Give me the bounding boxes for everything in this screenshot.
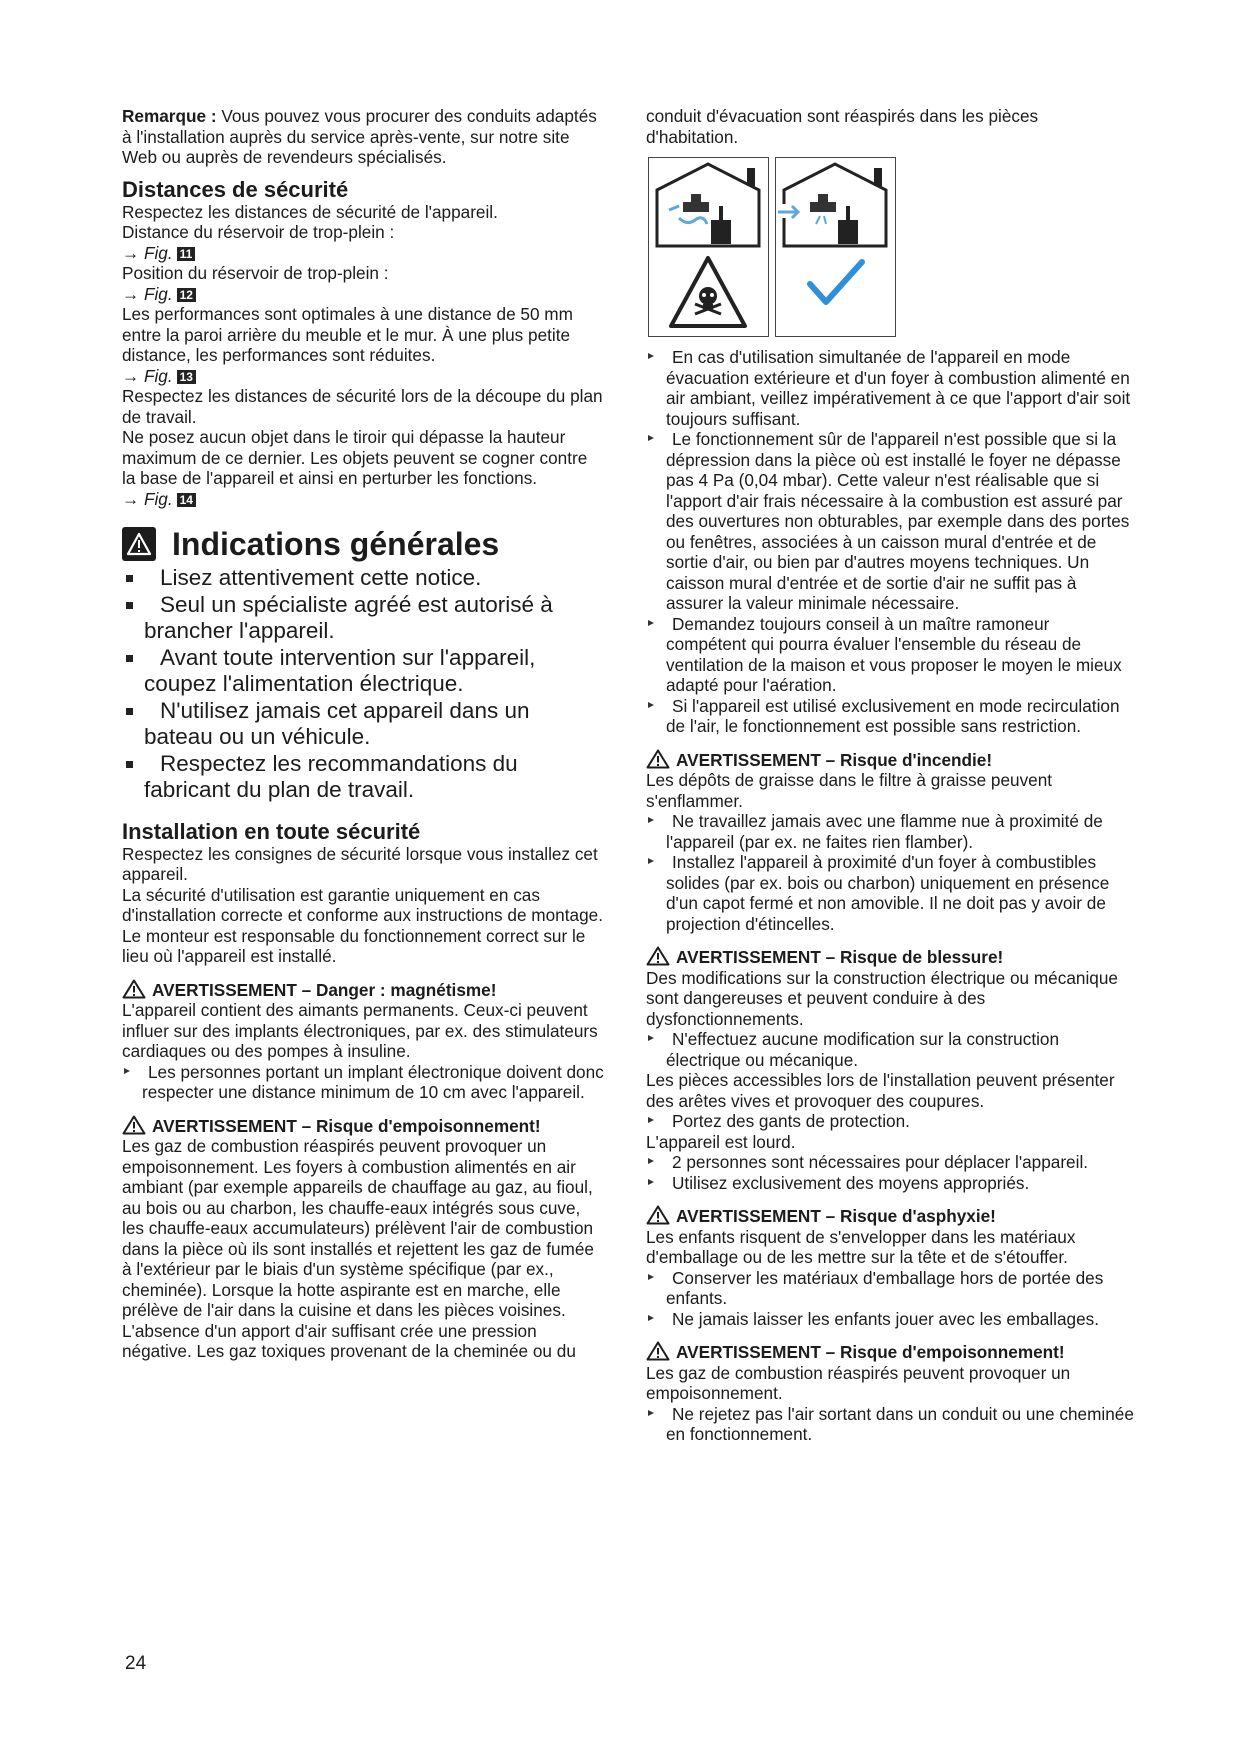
general-list bbox=[122, 565, 604, 804]
warning-poisoning bbox=[122, 1115, 604, 1137]
list-item: Ne travaillez jamais avec une flamme nue à proximité de l'appareil (par ex. ne faites rien flamber). bbox=[646, 811, 1134, 852]
distances-p3: Position du réservoir de trop-plein : bbox=[122, 263, 389, 283]
list-item: Demandez toujours conseil à un maître ramoneur compétent qui pourra évaluer l'ensemble du réseau de ventilation de la maison et vous proposer le moyen le mieux adapté pour l'aération. bbox=[646, 614, 1134, 696]
list-item: Lisez attentivement cette notice. bbox=[122, 565, 604, 592]
warning-title: AVERTISSEMENT – Risque d'asphyxie! bbox=[676, 1206, 996, 1226]
remark-text: Vous pouvez vous procurer des conduits adaptés à l'installation auprès du service après-vente, sur notre site Web ou auprès de revendeurs spécialisés. bbox=[122, 106, 597, 167]
page-number: 24 bbox=[125, 1653, 147, 1674]
warning-text: Les gaz de combustion réaspirés peuvent provoquer un empoisonnement. bbox=[646, 1362, 1071, 1403]
list-item: Respectez les recommandations du fabricant du plan de travail. bbox=[122, 751, 604, 804]
combustion-list bbox=[646, 347, 1134, 737]
list-item: Les personnes portant un implant électronique doivent donc respecter une distance minimum de 10 cm avec l'appareil. bbox=[122, 1062, 604, 1103]
list-item: Le fonctionnement sûr de l'appareil n'est possible que si la dépression dans la pièce où est installé le foyer ne dépasse pas 4 Pa (0,04 mbar). Cette valeur n'est réalisable que si l'apport d'air frais nécessaire à la combustion est assuré par des ouvertures non obturables, par exemple dans des portes ou fenêtres, associées à un caisson mural d'entrée et de sortie d'air, ou bien par d'autres moyens techniques. Un caisson mural d'entrée et de sortie d'air ne suffit pas à assurer la valeur minimale nécessaire. bbox=[646, 429, 1134, 614]
list-item: Ne rejetez pas l'air sortant dans un conduit ou une cheminée en fonctionnement. bbox=[646, 1404, 1134, 1445]
heading-distances: Distances de sécurité bbox=[122, 176, 349, 202]
warning-title: AVERTISSEMENT – Risque d'empoisonnement! bbox=[676, 1342, 1065, 1362]
figure-panel-left bbox=[648, 157, 769, 337]
distances-p5: Respectez les distances de sécurité lors de la découpe du plan de travail. bbox=[122, 386, 603, 427]
warning-asphyxia bbox=[646, 1205, 1134, 1227]
fig-ref-13 bbox=[122, 366, 604, 387]
warning-triangle-icon bbox=[122, 1115, 146, 1135]
fig-label: Fig. bbox=[143, 283, 173, 304]
warning-title: AVERTISSEMENT – Danger : magnétisme! bbox=[152, 979, 497, 1000]
warning-list bbox=[646, 1404, 1134, 1445]
list-item: Utilisez exclusivement des moyens appropriés. bbox=[646, 1173, 1134, 1194]
distances-p6: Ne posez aucun objet dans le tiroir qui dépasse la hauteur maximum de ce dernier. Les objets peuvent se cogner contre la base de l'appareil et ainsi en perturber les fonctions. bbox=[122, 427, 588, 488]
warning-triangle-icon bbox=[646, 1205, 670, 1225]
distances-p2: Distance du réservoir de trop-plein : bbox=[122, 222, 395, 242]
warning-list bbox=[646, 1152, 1134, 1193]
right-column bbox=[646, 106, 1134, 1445]
install-p2: La sécurité d'utilisation est garantie uniquement en cas d'installation correcte et conforme aux instructions de montage. Le monteur est responsable du fonctionnement correct sur le lieu où l'appareil est installé. bbox=[122, 884, 603, 966]
list-item: Conserver les matériaux d'emballage hors de portée des enfants. bbox=[646, 1268, 1134, 1309]
warning-magnetism bbox=[122, 979, 604, 1001]
fig-arrow: → bbox=[122, 283, 144, 304]
list-item: N'effectuez aucune modification sur la construction électrique ou mécanique. bbox=[646, 1029, 1134, 1070]
heading-install: Installation en toute sécurité bbox=[122, 818, 421, 844]
heading-general-text: Indications générales bbox=[172, 526, 500, 562]
warning-triangle-icon bbox=[122, 979, 146, 999]
warning-injury bbox=[646, 946, 1134, 968]
remark-label: Remarque : bbox=[122, 106, 217, 126]
list-item: Ne jamais laisser les enfants jouer avec les emballages. bbox=[646, 1309, 1134, 1330]
fig-arrow: → bbox=[122, 365, 144, 386]
list-item: Avant toute intervention sur l'appareil, coupez l'alimentation électrique. bbox=[122, 645, 604, 698]
fig-label: Fig. bbox=[143, 488, 173, 509]
figure-panel-right bbox=[775, 157, 896, 337]
ventilation-figure bbox=[648, 157, 896, 337]
heading-general bbox=[122, 525, 604, 563]
warning-fire bbox=[646, 749, 1134, 771]
warning-triangle-icon bbox=[646, 1341, 670, 1361]
warning-title: AVERTISSEMENT – Risque de blessure! bbox=[676, 947, 1004, 967]
remark bbox=[122, 106, 604, 168]
continuation-text: conduit d'évacuation sont réaspirés dans les pièces d'habitation. bbox=[646, 106, 1039, 147]
warning-list bbox=[122, 1062, 604, 1103]
fig-number-badge: 11 bbox=[177, 247, 196, 261]
warning-text: Des modifications sur la construction électrique ou mécanique sont dangereuses et peuvent conduire à des dysfonctionnements. bbox=[646, 967, 1118, 1029]
fig-label: Fig. bbox=[143, 365, 173, 386]
list-item: Seul un spécialiste agréé est autorisé à brancher l'appareil. bbox=[122, 592, 604, 645]
warning-title: AVERTISSEMENT – Risque d'incendie! bbox=[676, 749, 993, 770]
warning-list bbox=[646, 811, 1134, 934]
warning-text: Les pièces accessibles lors de l'installation peuvent présenter des arêtes vives et provoquer des coupures. bbox=[646, 1070, 1115, 1111]
fig-ref-11 bbox=[122, 243, 604, 264]
warning-list bbox=[646, 1029, 1134, 1070]
fig-number-badge: 13 bbox=[177, 370, 196, 384]
list-item: En cas d'utilisation simultanée de l'appareil en mode évacuation extérieure et d'un foyer à combustion alimenté en air ambiant, veillez impérativement à ce que l'apport d'air soit toujours suffisant. bbox=[646, 347, 1134, 429]
list-item: Portez des gants de protection. bbox=[646, 1111, 1134, 1132]
list-item: Installez l'appareil à proximité d'un foyer à combustibles solides (par ex. bois ou charbon) uniquement en présence d'un capot fermé et non amovible. Il ne doit pas y avoir de projection d'étincelles. bbox=[646, 852, 1134, 934]
warning-text: Les dépôts de graisse dans le filtre à graisse peuvent s'enflammer. bbox=[646, 770, 1053, 811]
warning-title: AVERTISSEMENT – Risque d'empoisonnement! bbox=[152, 1115, 541, 1136]
distances-p4: Les performances sont optimales à une distance de 50 mm entre la paroi arrière du meuble et le mur. À une plus petite distance, les performances sont réduites. bbox=[122, 304, 573, 365]
warning-list bbox=[646, 1268, 1134, 1330]
fig-ref-12 bbox=[122, 284, 604, 305]
distances-p1: Respectez les distances de sécurité de l'appareil. bbox=[122, 201, 498, 222]
fig-arrow: → bbox=[122, 488, 144, 509]
house-exhaust-danger-icon bbox=[649, 158, 768, 336]
house-exhaust-ok-icon bbox=[776, 158, 895, 336]
list-item: 2 personnes sont nécessaires pour déplacer l'appareil. bbox=[646, 1152, 1134, 1173]
fig-label: Fig. bbox=[143, 242, 173, 263]
warning-triangle-icon bbox=[646, 946, 670, 966]
warning-list bbox=[646, 1111, 1134, 1132]
warning-text: Les gaz de combustion réaspirés peuvent provoquer un empoisonnement. Les foyers à combustion alimentés en air ambiant (par exemple appareils de chauffage au gaz, au fioul, au bois ou au charbon, les chauffe-eaux intégrés sous cuve, les chauffe-eaux accumulateurs) prélèvent l'air de combustion dans la pièce où ils sont installés et rejettent les gaz de fumée à l'extérieur par le biais d'un système spécifique (par ex., cheminée). Lorsque la hotte aspirante est en marche, elle prélève de l'air dans la cuisine et dans les pièces voisines. L'absence d'un apport d'air suffisant crée une pression négative. Les gaz toxiques provenant de la cheminée ou du bbox=[122, 1136, 594, 1361]
left-column bbox=[122, 106, 604, 1362]
install-p1: Respectez les consignes de sécurité lorsque vous installez cet appareil. bbox=[122, 843, 598, 884]
warning-triangle-icon bbox=[646, 749, 670, 769]
warning-text: L'appareil contient des aimants permanents. Ceux-ci peuvent influer sur des implants électroniques, par ex. des stimulateurs cardiaques ou des pompes à insuline. bbox=[122, 1000, 598, 1061]
warning-box-icon bbox=[122, 527, 156, 561]
warning-poisoning-2 bbox=[646, 1341, 1134, 1363]
warning-text: L'appareil est lourd. bbox=[646, 1131, 796, 1152]
fig-ref-14 bbox=[122, 489, 604, 510]
fig-number-badge: 12 bbox=[177, 288, 196, 302]
warning-text: Les enfants risquent de s'envelopper dans les matériaux d'emballage ou de les mettre sur la tête et de s'étouffer. bbox=[646, 1226, 1076, 1267]
list-item: N'utilisez jamais cet appareil dans un bateau ou un véhicule. bbox=[122, 698, 604, 751]
fig-arrow: → bbox=[122, 242, 144, 263]
list-item: Si l'appareil est utilisé exclusivement en mode recirculation de l'air, le fonctionnement est possible sans restriction. bbox=[646, 696, 1134, 737]
fig-number-badge: 14 bbox=[177, 493, 196, 507]
